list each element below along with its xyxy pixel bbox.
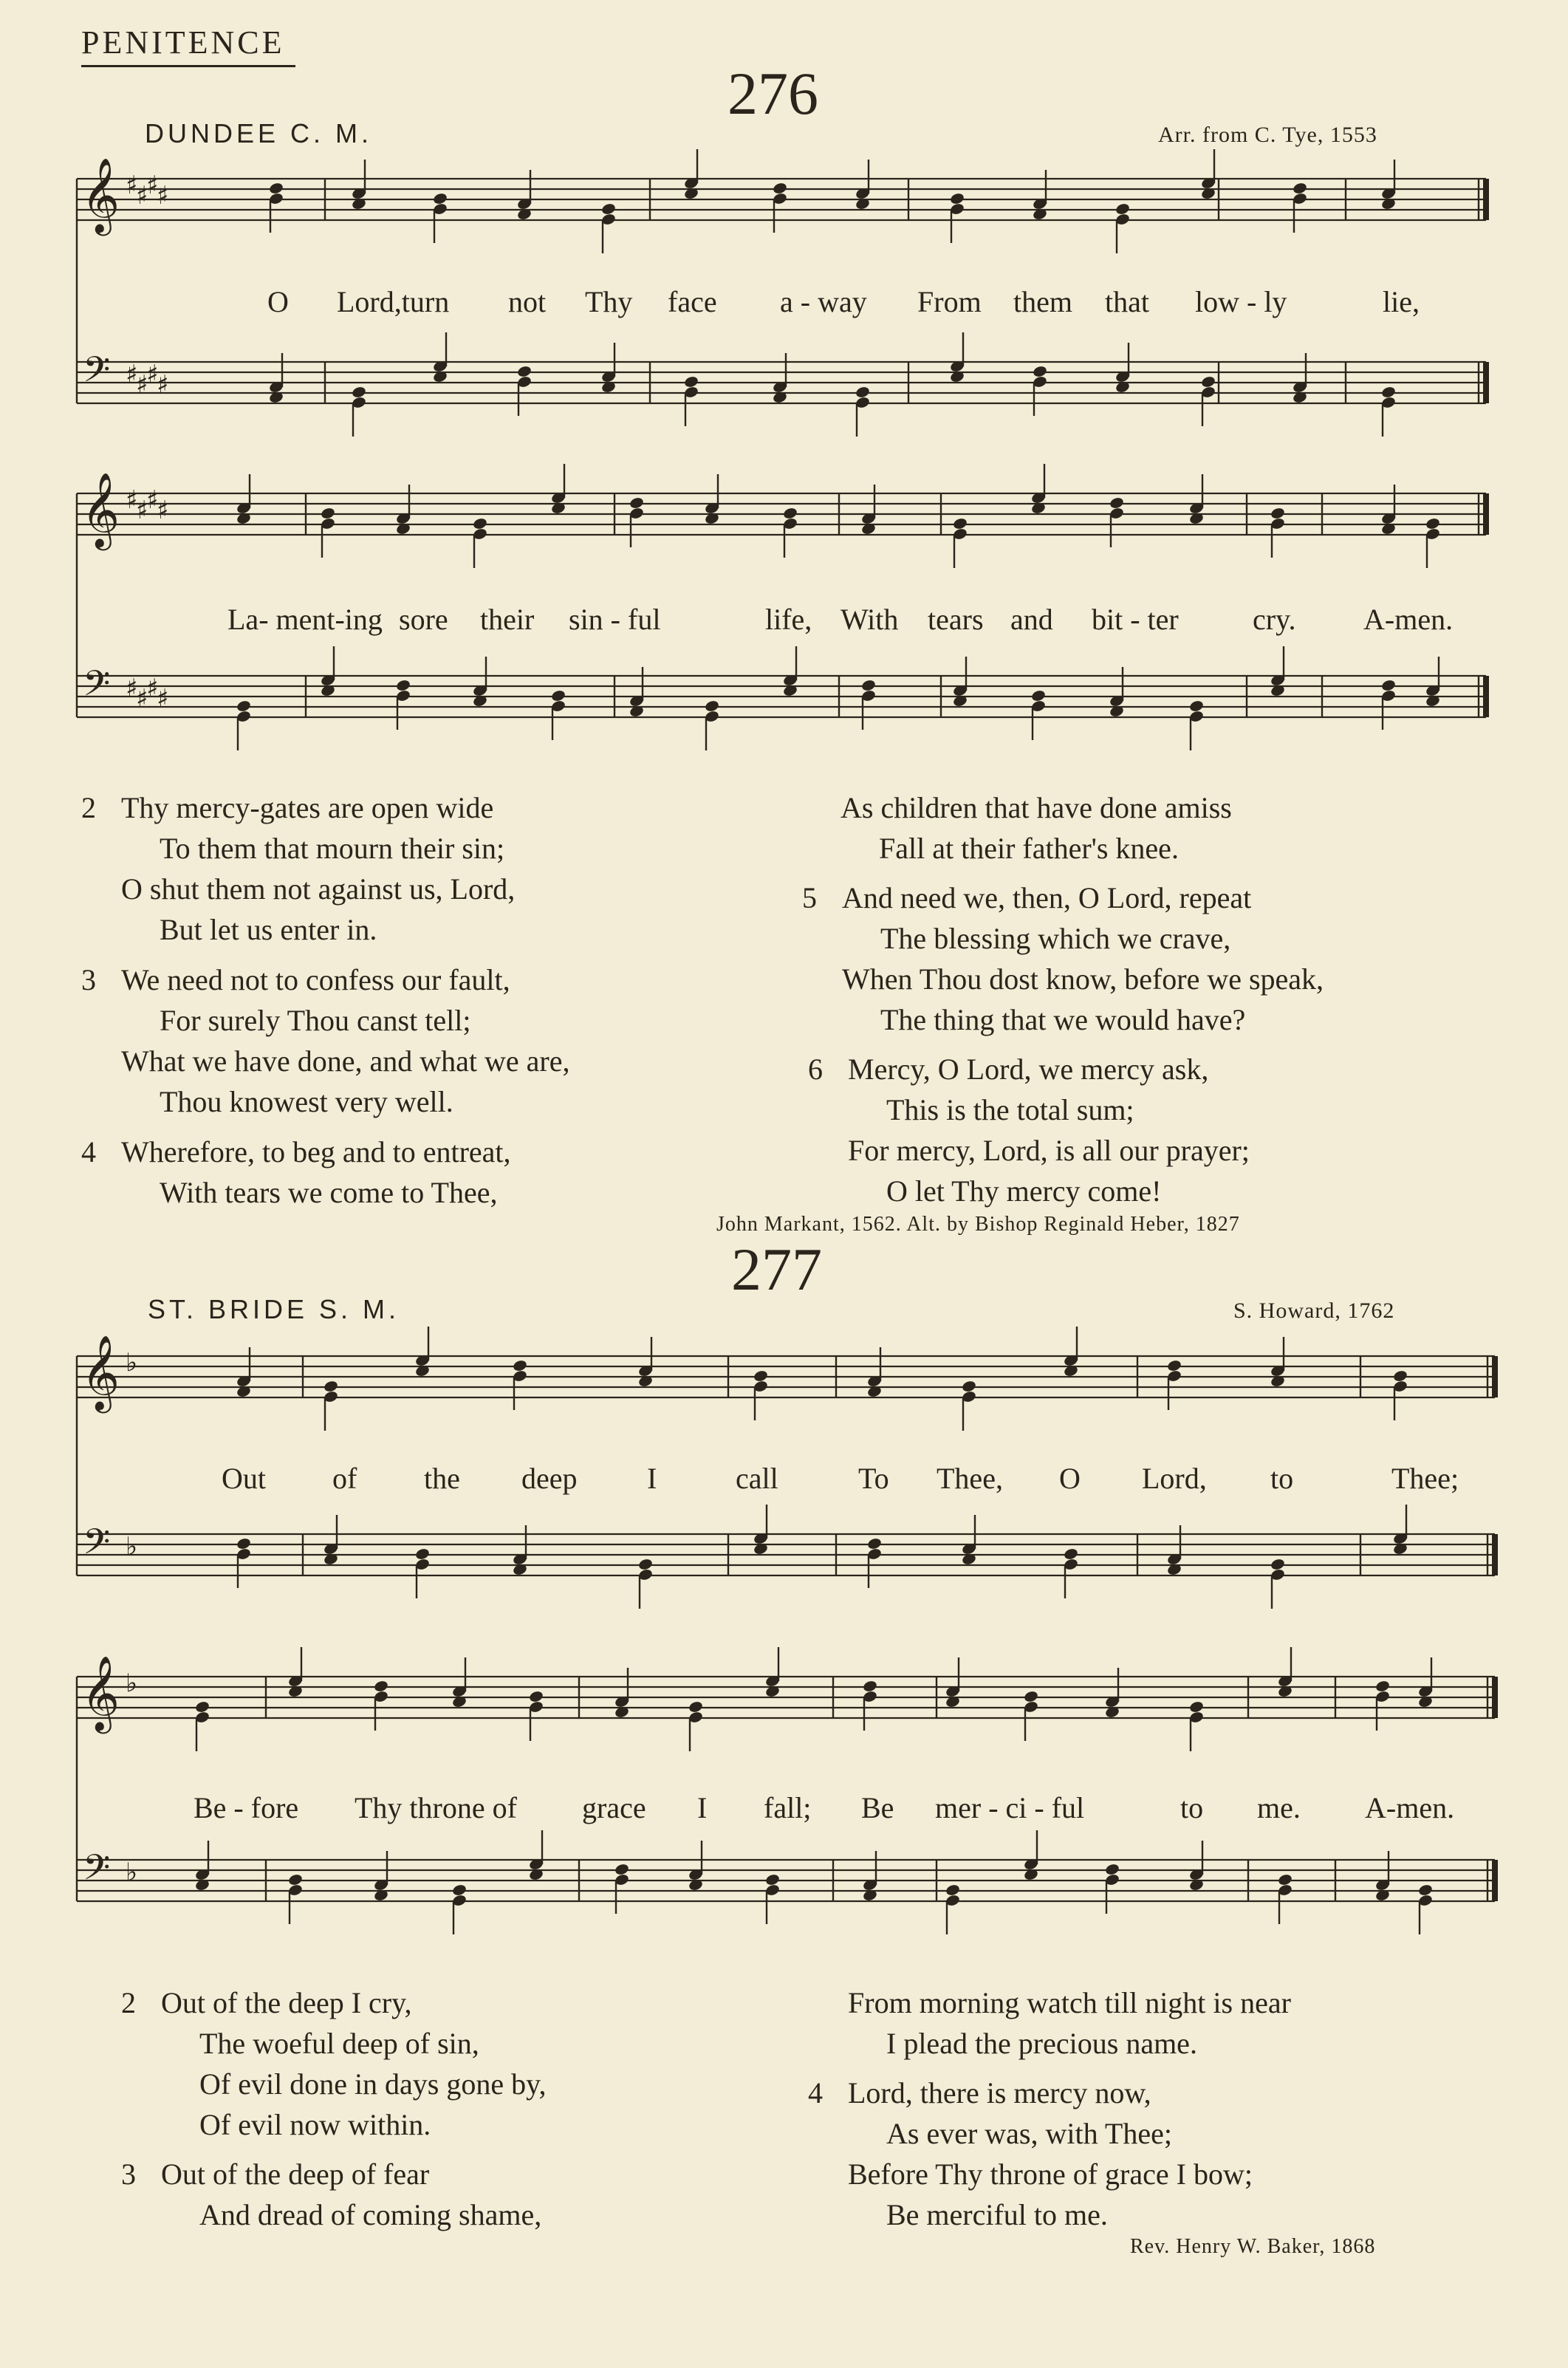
bass-notehead bbox=[351, 386, 366, 399]
bass-notehead bbox=[287, 1873, 303, 1886]
verse-line: Thy mercy-gates are open wide bbox=[121, 791, 494, 824]
lyric-syllable: Thy bbox=[585, 285, 633, 318]
verse-number: 6 bbox=[808, 1053, 823, 1086]
bass-notehead bbox=[414, 1547, 430, 1561]
lyric-syllable: sore bbox=[399, 603, 448, 636]
bass-notehead bbox=[395, 679, 411, 692]
bass-notehead bbox=[1200, 375, 1216, 389]
lyric-syllable: their bbox=[480, 603, 535, 636]
author-276: John Markant, 1562. Alt. by Bishop Reginald Heber, 1827 bbox=[716, 1213, 1240, 1236]
lyric-syllable: bit - ter bbox=[1092, 603, 1179, 636]
verse-line: As ever was, with Thee; bbox=[886, 2117, 1172, 2150]
verse-number: 2 bbox=[81, 791, 96, 824]
bass-notehead bbox=[1188, 699, 1204, 713]
verse-276-6 bbox=[808, 1049, 1250, 1211]
verse-277-2 bbox=[121, 1982, 547, 2145]
treble-notehead bbox=[194, 1700, 210, 1714]
bass-notehead bbox=[764, 1873, 780, 1886]
section-label: PENITENCE bbox=[81, 24, 285, 61]
verse-number: 5 bbox=[802, 881, 817, 914]
lyric-syllable: A-men. bbox=[1365, 1791, 1455, 1824]
lyric-syllable: them bbox=[1013, 285, 1072, 318]
final-bar-thick bbox=[1483, 676, 1489, 717]
treble-notehead bbox=[512, 1359, 527, 1372]
final-bar-thick bbox=[1483, 362, 1489, 403]
verse-line: Be merciful to me. bbox=[886, 2198, 1108, 2231]
treble-notehead bbox=[1188, 1700, 1204, 1714]
lyric-syllable: A-men. bbox=[1363, 603, 1454, 636]
treble-notehead bbox=[1425, 517, 1440, 530]
lyrics-276-system-2 bbox=[0, 602, 1568, 639]
key-signature-accidental: ♭ bbox=[126, 1348, 138, 1378]
key-signature-accidental: ♯ bbox=[146, 485, 159, 515]
lyric-syllable: face bbox=[668, 285, 717, 318]
lyric-syllable: not bbox=[508, 285, 547, 318]
lyric-syllable: mer - ci - ful bbox=[935, 1791, 1085, 1824]
arranger-277: S. Howard, 1762 bbox=[1233, 1298, 1395, 1323]
lyric-syllable: and bbox=[1010, 603, 1053, 636]
treble-notehead bbox=[961, 1380, 976, 1393]
lyrics-276-system-1 bbox=[0, 284, 1568, 321]
treble-notehead bbox=[1109, 496, 1124, 510]
treble-clef-icon: 𝄞 bbox=[81, 471, 120, 547]
lyric-syllable: Lord, bbox=[1142, 1462, 1207, 1495]
treble-notehead bbox=[1292, 182, 1307, 195]
bass-notehead bbox=[451, 1883, 467, 1897]
key-signature-accidental: ♯ bbox=[126, 674, 138, 703]
treble-clef-icon: 𝄞 bbox=[81, 157, 120, 233]
treble-staff bbox=[77, 1356, 1495, 1397]
lyric-syllable: to bbox=[1180, 1791, 1204, 1824]
verse-number: 4 bbox=[808, 2076, 823, 2109]
lyric-syllable: With bbox=[841, 603, 899, 636]
key-signature-accidental: ♭ bbox=[126, 1532, 138, 1561]
lyric-syllable: Thee, bbox=[937, 1462, 1003, 1495]
lyrics-277-system-2 bbox=[0, 1790, 1568, 1827]
treble-notehead bbox=[1166, 1359, 1182, 1372]
verse-line: The blessing which we crave, bbox=[880, 922, 1231, 955]
treble-notehead bbox=[1023, 1690, 1038, 1703]
bass-notehead bbox=[1063, 1547, 1078, 1561]
lyric-syllable: O bbox=[1059, 1462, 1081, 1495]
bass-notehead bbox=[550, 689, 566, 702]
lyric-syllable: low - ly bbox=[1195, 285, 1287, 318]
key-signature-accidental: ♯ bbox=[146, 674, 159, 703]
bass-notehead bbox=[1380, 679, 1396, 692]
verse-277-4 bbox=[808, 2073, 1253, 2235]
verse-line: What we have done, and what we are, bbox=[121, 1044, 570, 1078]
treble-notehead bbox=[432, 192, 448, 205]
bass-notehead bbox=[637, 1558, 653, 1571]
verse-number: 2 bbox=[121, 1986, 136, 2019]
bass-notehead bbox=[1277, 1873, 1293, 1886]
lyric-syllable: fall; bbox=[764, 1791, 812, 1824]
treble-notehead bbox=[688, 1700, 703, 1714]
verse-number: 4 bbox=[81, 1135, 96, 1168]
lyric-syllable: sin - ful bbox=[569, 603, 661, 636]
hymn-number-277: 277 bbox=[731, 1236, 822, 1303]
key-signature-accidental: ♯ bbox=[136, 181, 148, 211]
key-signature-accidental: ♯ bbox=[146, 360, 159, 389]
tune-name-277: ST. BRIDE S. M. bbox=[148, 1294, 400, 1324]
verse-line: Of evil now within. bbox=[199, 2108, 431, 2141]
key-signature-accidental: ♯ bbox=[157, 684, 169, 714]
treble-notehead bbox=[600, 202, 616, 216]
lyric-syllable: a - way bbox=[780, 285, 867, 318]
treble-clef-icon: 𝄞 bbox=[81, 1334, 120, 1410]
bass-notehead bbox=[236, 1537, 251, 1550]
treble-notehead bbox=[1115, 202, 1130, 216]
lyric-syllable: Thy throne of bbox=[355, 1791, 517, 1824]
key-signature-accidental: ♭ bbox=[126, 1669, 138, 1698]
final-bar-thick bbox=[1492, 1356, 1498, 1397]
verse-277-3 bbox=[121, 2154, 542, 2235]
lyric-syllable: grace bbox=[582, 1791, 646, 1824]
bass-notehead bbox=[614, 1863, 629, 1876]
lyric-syllable: the bbox=[424, 1462, 460, 1495]
lyric-syllable: I bbox=[647, 1462, 657, 1495]
treble-notehead bbox=[772, 182, 787, 195]
verse-line: The woeful deep of sin, bbox=[199, 2027, 479, 2060]
lyric-syllable: To bbox=[858, 1462, 889, 1495]
lyric-syllable: O bbox=[267, 285, 289, 318]
lyric-syllable: me. bbox=[1257, 1791, 1301, 1824]
treble-notehead bbox=[862, 1680, 877, 1693]
lyric-syllable: Out bbox=[222, 1462, 266, 1495]
verse-276-3 bbox=[81, 959, 570, 1122]
verse-line: Fall at their father's knee. bbox=[879, 832, 1179, 865]
key-signature-accidental: ♯ bbox=[136, 370, 148, 400]
verse-276-4-cont bbox=[841, 787, 1232, 869]
final-bar-thick bbox=[1492, 1534, 1498, 1575]
bass-notehead bbox=[855, 386, 870, 399]
treble-notehead bbox=[320, 507, 335, 520]
arranger-276: Arr. from C. Tye, 1553 bbox=[1158, 123, 1377, 147]
key-signature-accidental: ♯ bbox=[126, 171, 138, 200]
verse-277-3-cont bbox=[848, 1982, 1291, 2064]
lyric-syllable: From bbox=[917, 285, 982, 318]
verse-line: O let Thy mercy come! bbox=[886, 1174, 1162, 1208]
final-bar-thick bbox=[1483, 179, 1489, 220]
verse-line: This is the total sum; bbox=[886, 1093, 1134, 1126]
bass-notehead bbox=[945, 1883, 960, 1897]
verse-line: Of evil done in days gone by, bbox=[199, 2067, 547, 2101]
bass-notehead bbox=[860, 679, 876, 692]
verse-line: With tears we come to Thee, bbox=[160, 1176, 498, 1209]
verse-line: Before Thy throne of grace I bow; bbox=[848, 2157, 1253, 2191]
key-signature-accidental: ♯ bbox=[157, 181, 169, 211]
lyric-syllable: I bbox=[697, 1791, 708, 1824]
treble-notehead bbox=[629, 496, 644, 510]
treble-notehead bbox=[952, 517, 968, 530]
verse-line: I plead the precious name. bbox=[886, 2027, 1197, 2060]
lyric-syllable: call bbox=[736, 1462, 778, 1495]
key-signature-accidental: ♯ bbox=[157, 496, 169, 525]
final-bar-thick bbox=[1483, 493, 1489, 535]
bass-clef-icon: 𝄢 bbox=[83, 1847, 111, 1897]
lyric-syllable: cry. bbox=[1253, 603, 1296, 636]
treble-notehead bbox=[1392, 1369, 1408, 1383]
verse-line: To them that mourn their sin; bbox=[160, 832, 505, 865]
key-signature-accidental: ♯ bbox=[157, 370, 169, 400]
verse-line: Thou knowest very well. bbox=[160, 1085, 453, 1118]
lyric-syllable: Be bbox=[861, 1791, 894, 1824]
verse-line: Lord, there is mercy now, bbox=[848, 2076, 1151, 2109]
bass-notehead bbox=[516, 365, 532, 378]
verse-line: We need not to confess our fault, bbox=[121, 963, 510, 996]
bass-clef-icon: 𝄢 bbox=[83, 349, 111, 399]
lyric-syllable: that bbox=[1105, 285, 1149, 318]
lyric-syllable: tears bbox=[928, 603, 984, 636]
verse-line: The thing that we would have? bbox=[880, 1003, 1246, 1036]
bass-notehead bbox=[1032, 365, 1047, 378]
treble-notehead bbox=[268, 182, 284, 195]
bass-notehead bbox=[683, 375, 699, 389]
verse-line: O shut them not against us, Lord, bbox=[121, 872, 516, 906]
verse-276-5 bbox=[802, 877, 1324, 1040]
key-signature-accidental: ♯ bbox=[136, 496, 148, 525]
verse-line: Out of the deep of fear bbox=[161, 2157, 430, 2191]
lyric-syllable: life, bbox=[765, 603, 812, 636]
treble-notehead bbox=[753, 1369, 768, 1383]
treble-notehead bbox=[949, 192, 965, 205]
verse-line: For mercy, Lord, is all our prayer; bbox=[848, 1134, 1250, 1167]
final-bar-thick bbox=[1492, 1677, 1498, 1718]
verse-line: From morning watch till night is near bbox=[848, 1986, 1291, 2019]
key-signature-accidental: ♯ bbox=[126, 360, 138, 389]
key-signature-accidental: ♭ bbox=[126, 1858, 138, 1887]
lyric-syllable: to bbox=[1270, 1462, 1294, 1495]
key-signature-accidental: ♯ bbox=[146, 171, 159, 200]
bass-notehead bbox=[1417, 1883, 1433, 1897]
verse-line: And dread of coming shame, bbox=[199, 2198, 542, 2231]
verse-line: As children that have done amiss bbox=[841, 791, 1232, 824]
verse-number: 3 bbox=[121, 2157, 136, 2191]
bass-clef-icon: 𝄢 bbox=[83, 663, 111, 713]
treble-notehead bbox=[373, 1680, 388, 1693]
treble-clef-icon: 𝄞 bbox=[81, 1654, 120, 1731]
treble-notehead bbox=[1270, 507, 1285, 520]
bass-notehead bbox=[1380, 386, 1396, 399]
verse-line: Out of the deep I cry, bbox=[161, 1986, 412, 2019]
bass-staff bbox=[77, 1534, 1495, 1575]
lyric-syllable: La- ment-ing bbox=[227, 603, 383, 636]
treble-notehead bbox=[472, 517, 487, 530]
bass-notehead bbox=[866, 1537, 882, 1550]
lyric-syllable: lie, bbox=[1383, 285, 1420, 318]
bass-notehead bbox=[236, 699, 251, 713]
lyric-syllable: of bbox=[332, 1462, 357, 1495]
tune-name-276: DUNDEE C. M. bbox=[145, 118, 373, 148]
hymn-number-276: 276 bbox=[727, 60, 818, 127]
verse-number: 3 bbox=[81, 963, 96, 996]
lyric-syllable: Thee; bbox=[1391, 1462, 1459, 1495]
verse-line: When Thou dost know, before we speak, bbox=[842, 962, 1324, 996]
verse-line: And need we, then, O Lord, repeat bbox=[842, 881, 1252, 914]
verse-276-2 bbox=[81, 787, 516, 950]
bass-notehead bbox=[1270, 1558, 1285, 1571]
lyric-syllable: Be - fore bbox=[194, 1791, 299, 1824]
bass-clef-icon: 𝄢 bbox=[83, 1521, 111, 1571]
treble-notehead bbox=[528, 1690, 544, 1703]
verse-276-4 bbox=[81, 1132, 511, 1213]
verse-line: But let us enter in. bbox=[160, 913, 377, 946]
verse-line: Mercy, O Lord, we mercy ask, bbox=[848, 1053, 1209, 1086]
key-signature-accidental: ♯ bbox=[136, 684, 148, 714]
lyric-syllable: deep bbox=[521, 1462, 578, 1495]
verse-line: Wherefore, to beg and to entreat, bbox=[121, 1135, 511, 1168]
author-277: Rev. Henry W. Baker, 1868 bbox=[1130, 2235, 1376, 2258]
treble-notehead bbox=[1374, 1680, 1390, 1693]
bass-notehead bbox=[704, 699, 719, 713]
final-bar-thick bbox=[1492, 1860, 1498, 1901]
verse-line: For surely Thou canst tell; bbox=[160, 1004, 471, 1037]
treble-notehead bbox=[323, 1380, 338, 1393]
treble-notehead bbox=[782, 507, 798, 520]
key-signature-accidental: ♯ bbox=[126, 485, 138, 515]
lyric-syllable: Lord,turn bbox=[337, 285, 450, 318]
bass-notehead bbox=[1030, 689, 1046, 702]
bass-notehead bbox=[1104, 1863, 1120, 1876]
lyrics-277-system-1 bbox=[0, 1461, 1568, 1498]
